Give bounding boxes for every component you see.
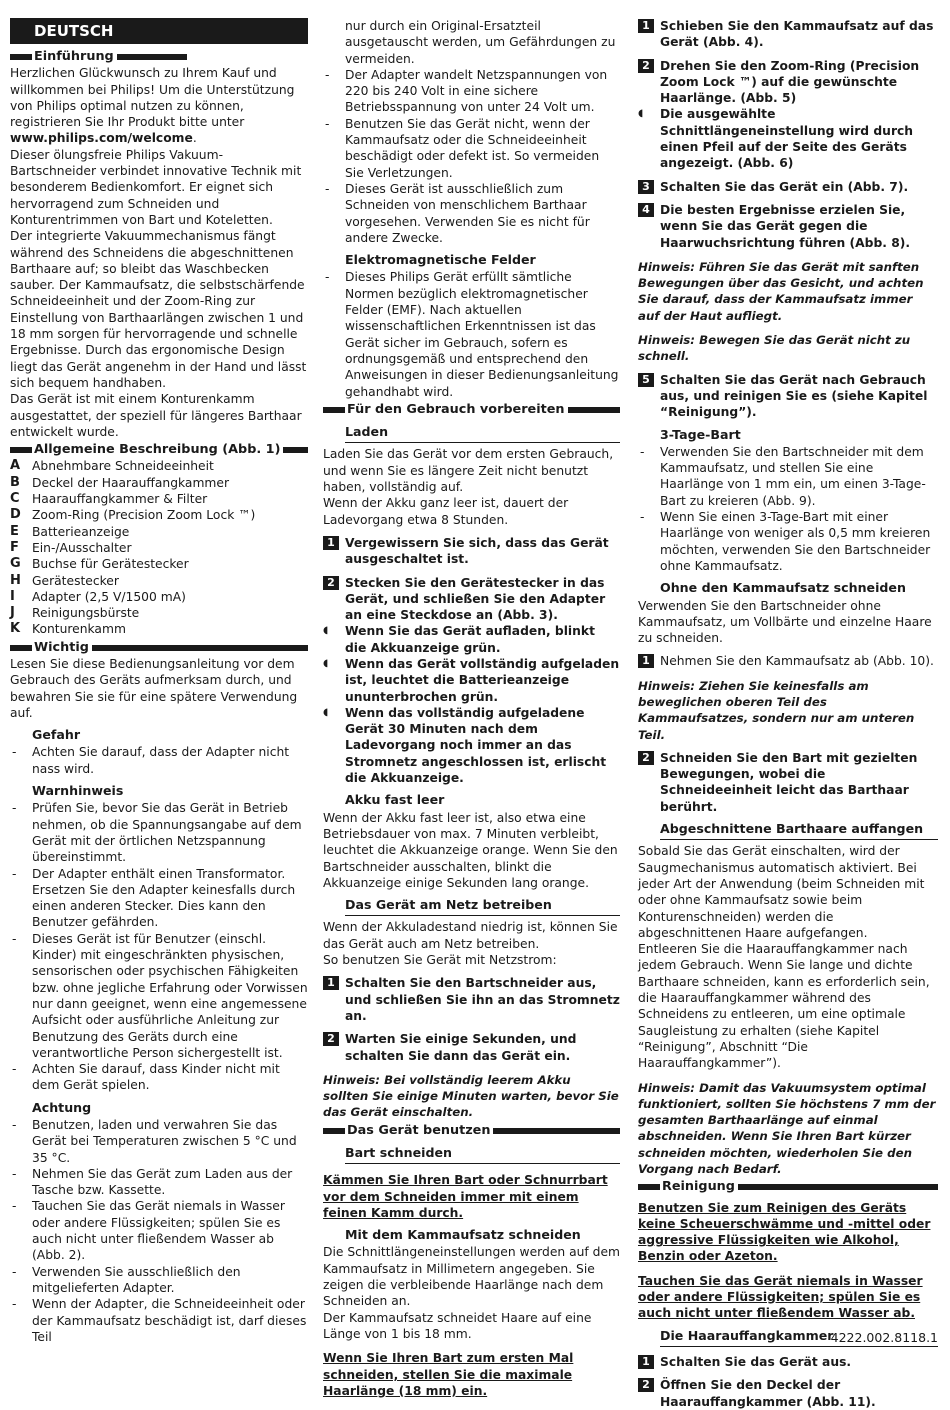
- section-einfuehrung: Einführung: [10, 49, 308, 65]
- warning-paragraph: Tauchen Sie das Gerät niemals in Wasser oder andere Flüssigkeiten; spülen Sie es auch nicht unter fließendem Wasser ab.: [638, 1273, 923, 1321]
- document-number: 4222.002.8118.1: [830, 1330, 938, 1345]
- subheading-gefahr: Gefahr: [32, 727, 81, 743]
- paragraph: Herzlichen Glückwunsch zu Ihrem Kauf und willkommen bei Philips! Um die Unterstützung von Philips optimal nutzen zu können, registrieren Sie Ihr Produkt bitte unter www.philips.com/welcome.: [10, 66, 295, 146]
- step-2: 2 Drehen Sie den Zoom-Ring (Precision Zoom Lock ™) auf die gewünschte Haarlänge. (Abb. 5): [638, 58, 938, 107]
- step-number: 2: [638, 751, 654, 765]
- subheading-ohne-kamm: Ohne den Kammaufsatz schneiden: [660, 580, 906, 596]
- subheading-akku: Akku fast leer: [345, 792, 445, 808]
- step-2: 2 Öffnen Sie den Deckel der Haarauffangkammer (Abb. 11).: [638, 1377, 938, 1410]
- list-item: - Achten Sie darauf, dass Kinder nicht mit dem Gerät spielen.: [10, 1061, 308, 1094]
- subheading-achtung: Achtung: [32, 1099, 92, 1115]
- paragraph: Verwenden Sie den Bartschneider ohne Kammaufsatz, um Vollbärte und einzelne Haare zu schneiden.: [638, 598, 932, 646]
- list-item: - Wenn Sie einen 3-Tage-Bart mit einer Haarlänge von weniger als 0,5 mm kreieren möchten, verwenden Sie den Bartschneider ohne Kammaufsatz.: [638, 509, 938, 574]
- note: Hinweis: Damit das Vakuumsystem optimal funktioniert, sollten Sie höchstens 7 mm der gesamten Barthaarlänge auf einmal abschneiden. Wenn Sie Ihren Bart kürzer schneiden möchten, wiederholen Sie den Vorgang nach Bedarf.: [638, 1080, 936, 1176]
- parts-list-item: E Batterieanzeige: [10, 523, 130, 539]
- result-item: ◖ Wenn das Gerät vollständig aufgeladen ist, leuchtet die Batterieanzeige ununterbrochen grün.: [323, 656, 620, 704]
- note: Hinweis: Führen Sie das Gerät mit sanften Bewegungen über das Gesicht, und achten Sie darauf, dass der Kammaufsatz immer auf der Haut aufliegt.: [638, 259, 924, 323]
- note: Hinweis: Bei vollständig leerem Akku sollten Sie einige Minuten warten, bevor Sie das Gerät einschalten.: [323, 1072, 619, 1120]
- step-1: 1 Vergewissern Sie sich, dass das Gerät ausgeschaltet ist.: [323, 535, 620, 568]
- step-1: 1 Schalten Sie das Gerät aus.: [638, 1354, 938, 1370]
- paragraph: Laden Sie das Gerät vor dem ersten Gebrauch, und wenn Sie es längere Zeit nicht benutzt haben, vollständig auf.: [323, 447, 614, 495]
- warning-paragraph: Wenn Sie Ihren Bart zum ersten Mal schneiden, stellen Sie die maximale Haarlänge (18 mm) ein.: [323, 1351, 574, 1398]
- step-2: 2 Stecken Sie den Gerätestecker in das Gerät, und schließen Sie den Adapter an eine Steckdose an (Abb. 3).: [323, 575, 620, 624]
- parts-list-item: C Haarauffangkammer & Filter: [10, 491, 208, 507]
- result-item: ◖ Wenn Sie das Gerät aufladen, blinkt die Akkuanzeige grün.: [323, 624, 595, 655]
- step-number: 2: [638, 59, 654, 73]
- section-reinigung: Reinigung: [638, 1179, 938, 1195]
- list-item: - Benutzen, laden und verwahren Sie das Gerät bei Temperaturen zwischen 5 °C und 35 °C.: [10, 1117, 308, 1166]
- step-number: 2: [323, 576, 339, 590]
- subheading-netz: Das Gerät am Netz betreiben: [345, 897, 620, 916]
- parts-list-item: K Konturenkamm: [10, 621, 126, 637]
- list-item: - Tauchen Sie das Gerät niemals in Wasser oder andere Flüssigkeiten; spülen Sie es auch nicht unter fließendem Wasser ab (Abb. 2).: [10, 1198, 308, 1263]
- step-number: 1: [638, 1355, 654, 1369]
- step-number: 1: [323, 536, 339, 550]
- step-number: 2: [638, 1378, 654, 1392]
- section-beschreibung: Allgemeine Beschreibung (Abb. 1): [10, 442, 308, 458]
- step-number: 1: [323, 976, 339, 990]
- language-header: DEUTSCH: [10, 18, 308, 44]
- list-item: - Nehmen Sie das Gerät zum Laden aus der Tasche bzw. Kassette.: [10, 1166, 308, 1199]
- subheading-laden: Laden: [345, 424, 620, 443]
- subheading-warnhinweis: Warnhinweis: [32, 783, 124, 799]
- paragraph: Wenn der Akku fast leer ist, also etwa eine Betriebsdauer von max. 7 Minuten verbleibt, leuchtet die Akkuanzeige orange. Wenn Sie den Bartschneider ausschalten, blinkt die Akkuanzeige einige Sekunden lang orange.: [323, 810, 618, 890]
- triangle-bullet-icon: ◖: [323, 706, 329, 718]
- paragraph: Dieser ölungsfreie Philips Vakuum-Bartschneider verbindet innovative Technik mit besonderem Bedienkomfort. Er eignet sich hervorragend zum Schneiden und Konturentrimmen von Bart und Koteletten.: [10, 147, 302, 227]
- parts-list-item: I Adapter (2,5 V/1500 mA): [10, 588, 186, 604]
- list-item: - Achten Sie darauf, dass der Adapter nicht nass wird.: [10, 744, 308, 777]
- result-item: ◖ Wenn das vollständig aufgeladene Gerät 30 Minuten nach dem Ladevorgang noch immer an das Stromnetz angeschlossen ist, erlischt die Akkuanzeige.: [323, 705, 607, 786]
- note: Hinweis: Ziehen Sie keinesfalls am beweglichen oberen Teil des Kammaufsatzes, sondern nur am unteren Teil.: [638, 678, 915, 742]
- section-benutzen: Das Gerät benutzen: [323, 1123, 620, 1139]
- list-item-continued: nur durch ein Original-Ersatzteil ausgetauscht werden, um Gefährdungen zu vermeiden.: [345, 19, 616, 66]
- parts-list-item: F Ein-/Ausschalter: [10, 539, 132, 555]
- note: Hinweis: Bewegen Sie das Gerät nicht zu schnell.: [638, 333, 911, 364]
- step-1: 1 Schalten Sie den Bartschneider aus, und schließen Sie ihn an das Stromnetz an.: [323, 975, 620, 1024]
- list-item: - Dieses Gerät ist für Benutzer (einschl. Kinder) mit eingeschränkten physischen, sensorischen oder psychischen Fähigkeiten bzw. ohne jegliche Erfahrung oder Vorwissen nur dann geeignet, wenn eine angemessene Aufsicht oder ausführliche Anleitung zur Benutzung des Geräts durch eine verantwortliche Person sichergestellt ist.: [10, 931, 308, 1061]
- subheading-emf: Elektromagnetische Felder: [345, 252, 536, 268]
- paragraph: Wenn der Akkuladestand niedrig ist, können Sie das Gerät auch am Netz betreiben.: [323, 920, 618, 951]
- paragraph: Das Gerät ist mit einem Konturenkamm ausgestattet, der speziell für längeres Barthaar entwickelt wurde.: [10, 392, 302, 439]
- subheading-bart: Bart schneiden: [345, 1145, 620, 1164]
- section-vorbereiten: Für den Gebrauch vorbereiten: [323, 402, 620, 418]
- parts-list-item: A Abnehmbare Schneideeinheit: [10, 458, 214, 474]
- step-2: 2 Warten Sie einige Sekunden, und schalten Sie dann das Gerät ein.: [323, 1031, 620, 1064]
- section-wichtig: Wichtig: [10, 640, 308, 656]
- result-item: ◖ Die ausgewählte Schnittlängeneinstellung wird durch einen Pfeil auf der Seite des Geräts angezeigt. (Abb. 6): [638, 107, 914, 171]
- step-2: 2 Schneiden Sie den Bart mit gezielten Bewegungen, wobei die Schneideeinheit leicht das Barthaar berührt.: [638, 750, 938, 815]
- list-item: - Verwenden Sie ausschließlich den mitgelieferten Adapter.: [10, 1264, 308, 1297]
- list-item: - Dieses Philips Gerät erfüllt sämtliche Normen bezüglich elektromagnetischer Felder (EMF). Nach aktuellen wissenschaftlichen Erkenntnissen ist das Gerät sicher im Gebrauch, sofern es ordnungsgemäß und entsprechend den Anweisungen in dieser Bedienungsanleitung gehandhabt wird.: [323, 269, 620, 399]
- list-item: - Der Adapter wandelt Netzspannungen von 220 bis 240 Volt in eine sichere Betriebsspannung von unter 24 Volt um.: [323, 67, 620, 116]
- list-item: - Benutzen Sie das Gerät nicht, wenn der Kammaufsatz oder die Schneideeinheit beschädigt oder defekt ist. So vermeiden Sie Verletzungen.: [323, 116, 620, 181]
- step-number: 1: [638, 19, 654, 33]
- paragraph: Wenn der Akku ganz leer ist, dauert der Ladevorgang etwa 8 Stunden.: [323, 496, 569, 527]
- paragraph: Lesen Sie diese Bedienungsanleitung vor dem Gebrauch des Geräts aufmerksam durch, und bewahren Sie sie für eine spätere Verwendung auf.: [10, 656, 298, 720]
- step-number: 1: [638, 654, 654, 668]
- warning-paragraph: Benutzen Sie zum Reinigen des Geräts keine Scheuerschwämme und -mittel oder aggressive Flüssigkeiten wie Alkohol, Benzin oder Azeton.: [638, 1200, 931, 1264]
- subheading-3-tage-bart: 3-Tage-Bart: [660, 426, 741, 442]
- list-item: - Dieses Gerät ist ausschließlich zum Schneiden von menschlichem Barthaar vorgesehen. Verwenden Sie es nicht für andere Zwecke.: [323, 181, 620, 246]
- parts-list-item: G Buchse für Gerätestecker: [10, 556, 189, 572]
- step-4: 4 Die besten Ergebnisse erzielen Sie, wenn Sie das Gerät gegen die Haarwuchsrichtung führen (Abb. 8).: [638, 202, 938, 251]
- step-1: 1 Nehmen Sie den Kammaufsatz ab (Abb. 10).: [638, 653, 938, 669]
- triangle-bullet-icon: ◖: [638, 108, 644, 120]
- subheading-kamm: Mit dem Kammaufsatz schneiden: [345, 1227, 581, 1243]
- step-number: 2: [323, 1032, 339, 1046]
- list-item: - Der Adapter enthält einen Transformator. Ersetzen Sie den Adapter keinesfalls durch einen anderen Stecker. Dies kann den Benutzer gefährden.: [10, 866, 308, 931]
- parts-list-item: D Zoom-Ring (Precision Zoom Lock ™): [10, 507, 256, 523]
- step-5: 5 Schalten Sie das Gerät nach Gebrauch aus, und reinigen Sie es (siehe Kapitel “Reinigung”).: [638, 372, 938, 421]
- warning-paragraph: Kämmen Sie Ihren Bart oder Schnurrbart vor dem Schneiden immer mit einem feinen Kamm durch.: [323, 1173, 608, 1220]
- triangle-bullet-icon: ◖: [323, 625, 329, 637]
- triangle-bullet-icon: ◖: [323, 657, 329, 669]
- column-2: [323, 18, 620, 1399]
- subheading-haarauffangkammer: Die Haarauffangkammer: [660, 1328, 938, 1347]
- paragraph: Der integrierte Vakuummechanismus fängt während des Schneidens die abgeschnittenen Barthaare auf; so bleibt das Waschbecken sauber. Der Kammaufsatz, die selbstschärfende Schneideeinheit und der Zoom-Ring zur Einstellung von Barthaarlängen zwischen 1 und 18 mm sorgen für hervorragende und schnelle Ergebnisse. Durch das ergonomische Design liegt das Gerät angenehm in der Hand und lässt sich bequem handhaben.: [10, 229, 307, 390]
- step-3: 3 Schalten Sie das Gerät ein (Abb. 7).: [638, 179, 938, 195]
- paragraph: Entleeren Sie die Haarauffangkammer nach jedem Gebrauch. Wenn Sie lange und dichte Barthaare schneiden, kann es erforderlich sein, die Haarauffangkammer während des Schneidens zu entleeren, um eine optimale Saugleistung zu erhalten (siehe Kapitel “Reinigung”, Abschnitt “Die Haarauffangkammer”).: [638, 942, 930, 1071]
- step-number: 3: [638, 180, 654, 194]
- step-number: 4: [638, 203, 654, 217]
- website-link[interactable]: www.philips.com/welcome: [10, 131, 193, 146]
- parts-list-item: J Reinigungsbürste: [10, 605, 140, 621]
- column-3: [638, 18, 938, 1410]
- list-item: - Verwenden Sie den Bartschneider mit dem Kammaufsatz, und stellen Sie eine Haarlänge von 1 mm ein, um einen 3-Tage-Bart zu kreieren (Abb. 9).: [638, 444, 938, 509]
- step-number: 5: [638, 373, 654, 387]
- parts-list-item: B Deckel der Haarauffangkammer: [10, 474, 230, 490]
- paragraph: So benutzen Sie Gerät mit Netzstrom:: [323, 953, 557, 968]
- paragraph: Sobald Sie das Gerät einschalten, wird der Saugmechanismus automatisch aktiviert. Bei jeder Art der Anwendung (beim Schneiden mit oder ohne Kammaufsatz sowie beim Konturenschneiden) werden die abgeschnittenen Haare aufgefangen.: [638, 844, 925, 940]
- list-item: - Wenn der Adapter, die Schneideeinheit oder der Kammaufsatz beschädigt ist, darf dieses Teil: [10, 1296, 308, 1345]
- step-1: 1 Schieben Sie den Kammaufsatz auf das Gerät (Abb. 4).: [638, 18, 938, 51]
- column-1: [10, 18, 308, 1345]
- paragraph: Die Schnittlängeneinstellungen werden auf dem Kammaufsatz in Millimetern angegeben. Sie zeigen die verbleibende Haarlänge nach dem Schneiden an.: [323, 1245, 620, 1309]
- parts-list-item: H Gerätestecker: [10, 572, 119, 588]
- list-item: - Prüfen Sie, bevor Sie das Gerät in Betrieb nehmen, ob die Spannungsangabe auf dem Gerät mit der örtlichen Netzspannung übereinstimmt.: [10, 800, 308, 865]
- paragraph: Der Kammaufsatz schneidet Haare auf eine Länge von 1 bis 18 mm.: [323, 1310, 592, 1341]
- parts-list: [10, 458, 308, 637]
- subheading-auffangen: Abgeschnittene Barthaare auffangen: [660, 821, 938, 840]
